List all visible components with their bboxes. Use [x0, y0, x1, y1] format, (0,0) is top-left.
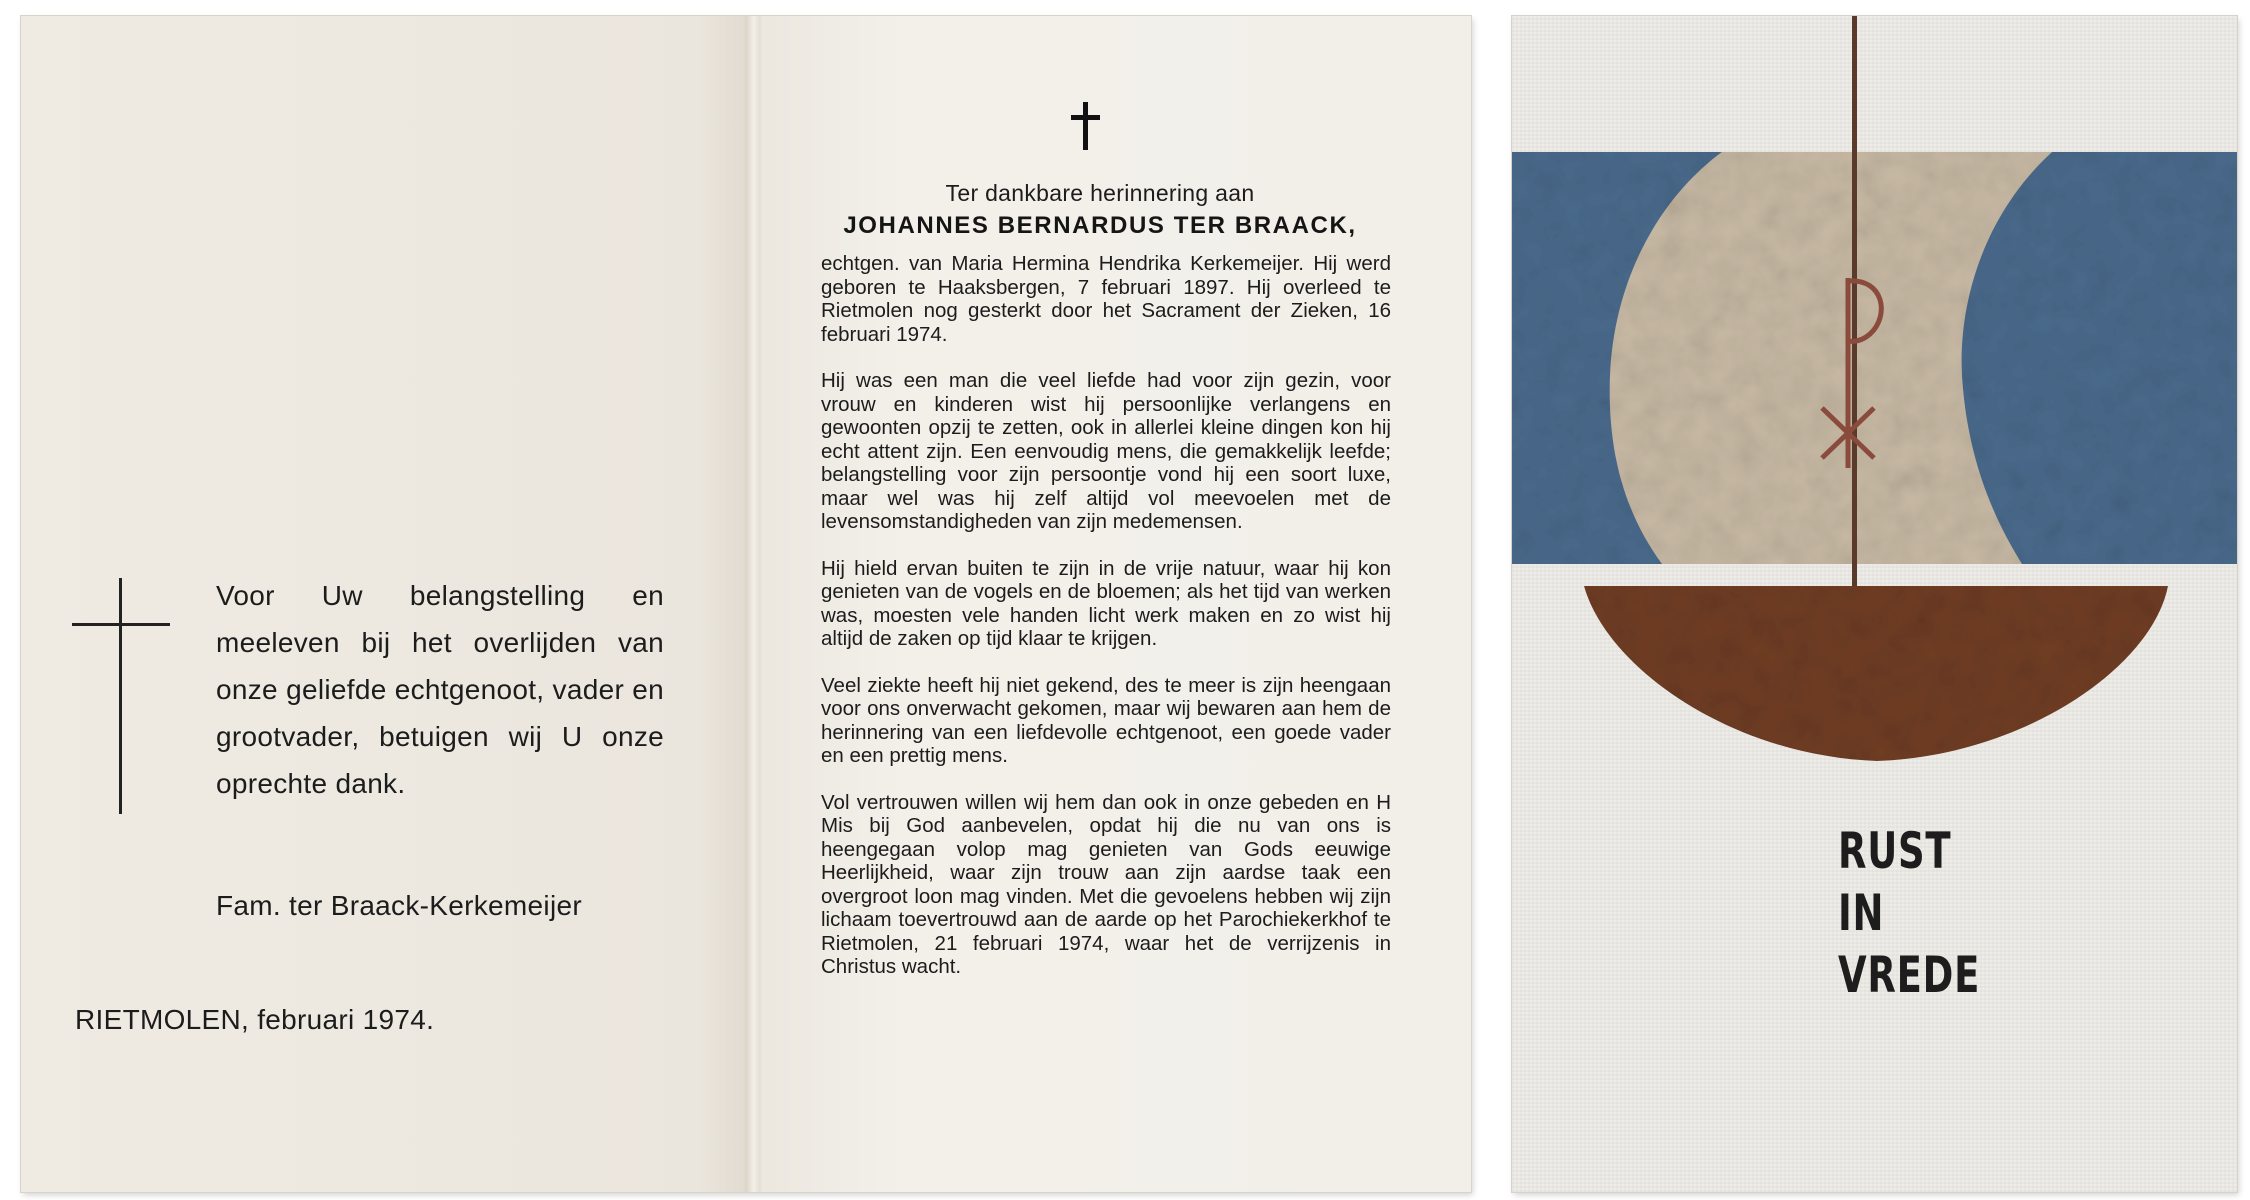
memorial-card-front [1512, 16, 2237, 1192]
obituary-paragraph: Vol vertrouwen willen wij hem dan ook in onze gebeden en H Mis bij God aanbevelen, opdat hij die nu van ons is heengegaan volop mag genieten van Gods eeuwige Heerlijkheid, waar zijn trouw aan zijn aardse taak een overgroot loon mag vinden. Met die gevoelens hebben wij zijn lichaam toevertrouwd aan de aarde op het Parochiekerkhof te Rietmolen, 21 februari 1974, waar het de verrijzenis in Christus wacht. [821, 790, 1391, 978]
obituary-paragraph: Hij hield ervan buiten te zijn in de vrije natuur, waar hij kon genieten van de vogels en de bloemen; als het tijd van werken was, moesten vele handen licht werk maken en zo wist hij altijd de zaken op tijd klaar te krijgen. [821, 556, 1391, 650]
obituary-text [821, 252, 1391, 1002]
mast [1852, 16, 1857, 602]
obituary-paragraph: Hij was een man die veel liefde had voor zijn gezin, voor vrouw en kinderen wist hij persoonlijke verlangens en gewoonten opzij te zetten, ook in allerlei kleine dingen kon hij echt attent zijn. Een eenvoudig mens, die gemakkelijk leefde; belangstelling voor zijn persoontje vond hij een soort luxe, maar wel was hij zelf altijd vol meevoelen met de levensomstandigheden van zijn medemensen. [821, 369, 1391, 533]
boat-hull [1584, 586, 2168, 761]
boat-illustration [1512, 16, 2237, 1192]
obituary-paragraph: echtgen. van Maria Hermina Hendrika Kerkemeijer. Hij werd geboren te Haaksbergen, 7 februari 1897. Hij overleed te Rietmolen nog gesterkt door het Sacrament der Zieken, 16 februari 1974. [821, 252, 1391, 346]
cross-icon [1069, 102, 1103, 150]
place-date: RIETMOLEN, februari 1974. [75, 1004, 435, 1035]
obituary-paragraph: Veel ziekte heeft hij niet gekend, des te meer is zijn heengaan voor ons onverwacht gekomen, maar wij bewaren aan hem de herinnering van een liefdevolle echtgenoot, een goede vader en een prettig mens. [821, 673, 1391, 767]
cross-icon-bar [72, 623, 170, 626]
thanks-text: Voor Uw belangstelling en meeleven bij het overlijden van onze geliefde echtgenoot, vader en grootvader, betuigen wij U onze oprechte dank. [216, 580, 664, 799]
card-fold [745, 16, 765, 1192]
intro-line: Ter dankbare herinnering aan [945, 180, 1255, 206]
title-line: IN [1838, 884, 1885, 942]
family-signature: Fam. ter Braack-Kerkemeijer [216, 890, 582, 921]
deceased-name: JOHANNES BERNARDUS TER BRAACK, [843, 212, 1357, 239]
title-line: VREDE [1838, 946, 1981, 1004]
rust-in-vrede-title [1838, 820, 1980, 1006]
title-line: RUST [1838, 822, 1952, 880]
cross-icon [119, 578, 122, 814]
